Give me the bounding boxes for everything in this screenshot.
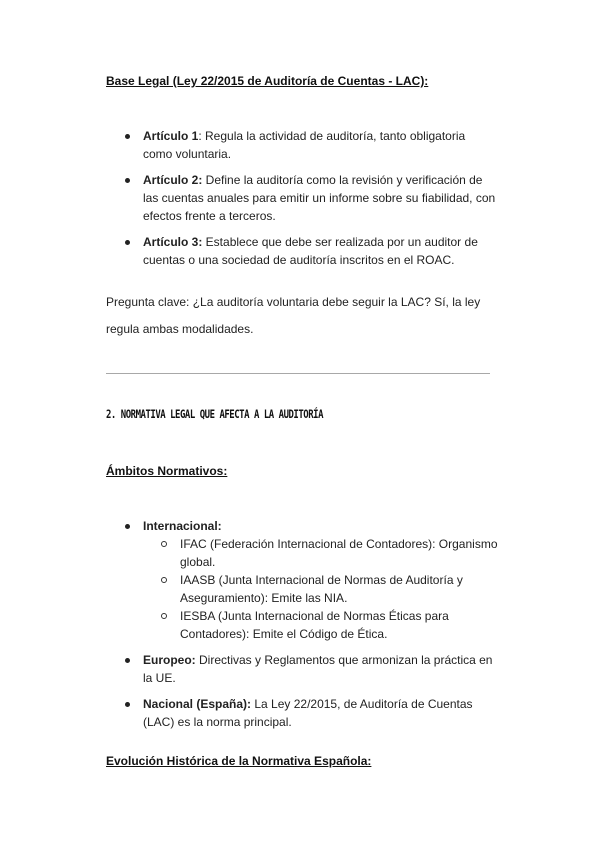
history-heading: Evolución Histórica de la Normativa Española: xyxy=(106,754,372,768)
list-item xyxy=(106,127,496,163)
article-3-term: Artículo 3: xyxy=(143,235,203,249)
articles-list xyxy=(106,127,496,269)
article-2-term: Artículo 2: xyxy=(143,173,203,187)
list-item: IFAC (Federación Internacional de Contadores): Organismo global. xyxy=(143,535,498,571)
national-term: Nacional (España): xyxy=(143,697,252,711)
key-question: Pregunta clave: ¿La auditoría voluntaria debe seguir la LAC? Sí, la ley regula ambas modalidades. xyxy=(106,295,481,336)
list-item xyxy=(106,171,496,225)
scopes-list xyxy=(106,517,498,731)
list-item xyxy=(106,233,496,269)
list-item xyxy=(106,517,498,643)
article-1-text: : Regula la actividad de auditoría, tanto obligatoria como voluntaria. xyxy=(143,129,466,161)
section-divider xyxy=(106,373,490,374)
list-item: IESBA (Junta Internacional de Normas Éticas para Contadores): Emite el Código de Ética. xyxy=(143,607,498,643)
list-item xyxy=(106,695,498,731)
national-text: La Ley 22/2015, de Auditoría de Cuentas (LAC) es la norma principal. xyxy=(143,697,473,729)
legal-base-heading: Base Legal (Ley 22/2015 de Auditoría de Cuentas - LAC): xyxy=(106,74,429,88)
european-term: Europeo: xyxy=(143,653,196,667)
article-2-text: Define la auditoría como la revisión y verificación de las cuentas anuales para emitir un informe sobre su fiabilidad, con efectos frente a terceros. xyxy=(143,173,496,223)
article-3-text: Establece que debe ser realizada por un auditor de cuentas o una sociedad de auditoría inscritos en el ROAC. xyxy=(143,235,478,267)
list-item xyxy=(106,651,498,687)
scopes-heading: Ámbitos Normativos: xyxy=(106,464,228,478)
european-text: Directivas y Reglamentos que armonizan la práctica en la UE. xyxy=(143,653,493,685)
section-title: 2. NORMATIVA LEGAL QUE AFECTA A LA AUDITORÍA xyxy=(106,407,324,421)
international-sublist xyxy=(143,535,498,643)
list-item: IAASB (Junta Internacional de Normas de Auditoría y Aseguramiento): Emite las NIA. xyxy=(143,571,498,607)
international-term: Internacional: xyxy=(143,519,222,533)
article-1-term: Artículo 1 xyxy=(143,129,199,143)
